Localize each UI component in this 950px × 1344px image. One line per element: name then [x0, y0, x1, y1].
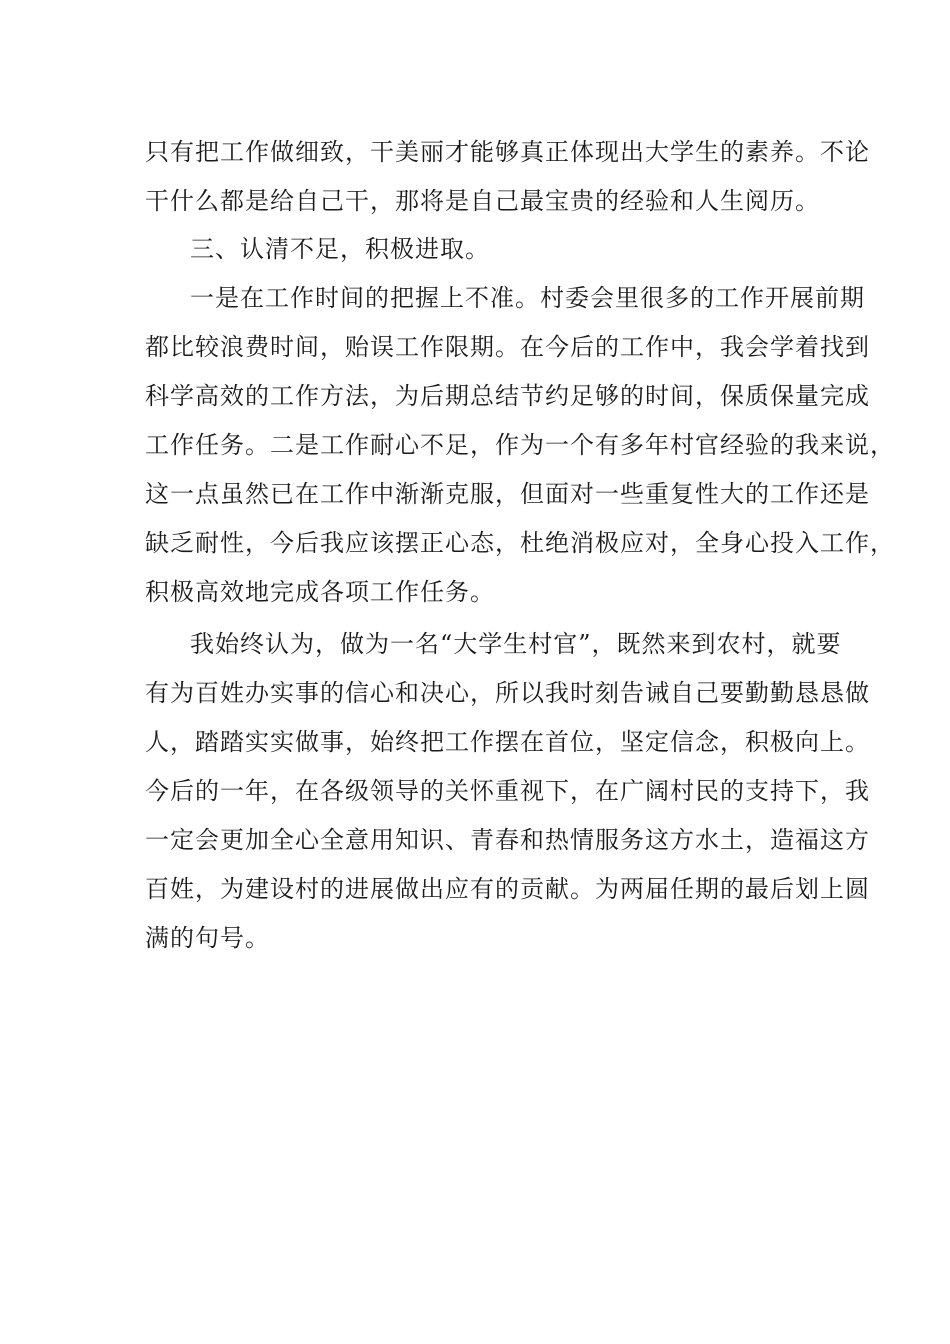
text-line: 百姓，为建设村的进展做出应有的贡献。为两届任期的最后划上圆	[145, 875, 870, 903]
text-line: 今后的一年，在各级领导的关怀重视下，在广阔村民的支持下，我	[145, 777, 870, 805]
text-line: 我始终认为，做为一名“大学生村官”，既然来到农村，就要	[190, 630, 842, 658]
text-line: 只有把工作做细致，干美丽才能够真正体现出大学生的素养。不论	[145, 138, 870, 166]
text-line: 缺乏耐性，今后我应该摆正心态，杜绝消极应对，全身心投入工作，	[145, 529, 895, 557]
text-line: 这一点虽然已在工作中渐渐克服，但面对一些重复性大的工作还是	[145, 480, 870, 508]
text-line: 积极高效地完成各项工作任务。	[145, 578, 495, 606]
text-line: 都比较浪费时间，贻误工作限期。在今后的工作中，我会学着找到	[145, 333, 870, 361]
text-line: 人，踏踏实实做事，始终把工作摆在首位，坚定信念，积极向上。	[145, 728, 870, 756]
section-heading: 三、认清不足，积极进取。	[190, 235, 490, 263]
text-line: 一是在工作时间的把握上不准。村委会里很多的工作开展前期	[190, 284, 865, 312]
text-line: 一定会更加全心全意用知识、青春和热情服务这方水土，造福这方	[145, 826, 870, 854]
text-line: 满的句号。	[145, 924, 270, 952]
text-line: 科学高效的工作方法，为后期总结节约足够的时间，保质保量完成	[145, 382, 870, 410]
text-line: 工作任务。二是工作耐心不足，作为一个有多年村官经验的我来说，	[145, 431, 895, 459]
text-line: 干什么都是给自己干，那将是自己最宝贵的经验和人生阅历。	[145, 187, 820, 215]
text-line: 有为百姓办实事的信心和决心，所以我时刻告诫自己要勤勤恳恳做	[145, 679, 870, 707]
